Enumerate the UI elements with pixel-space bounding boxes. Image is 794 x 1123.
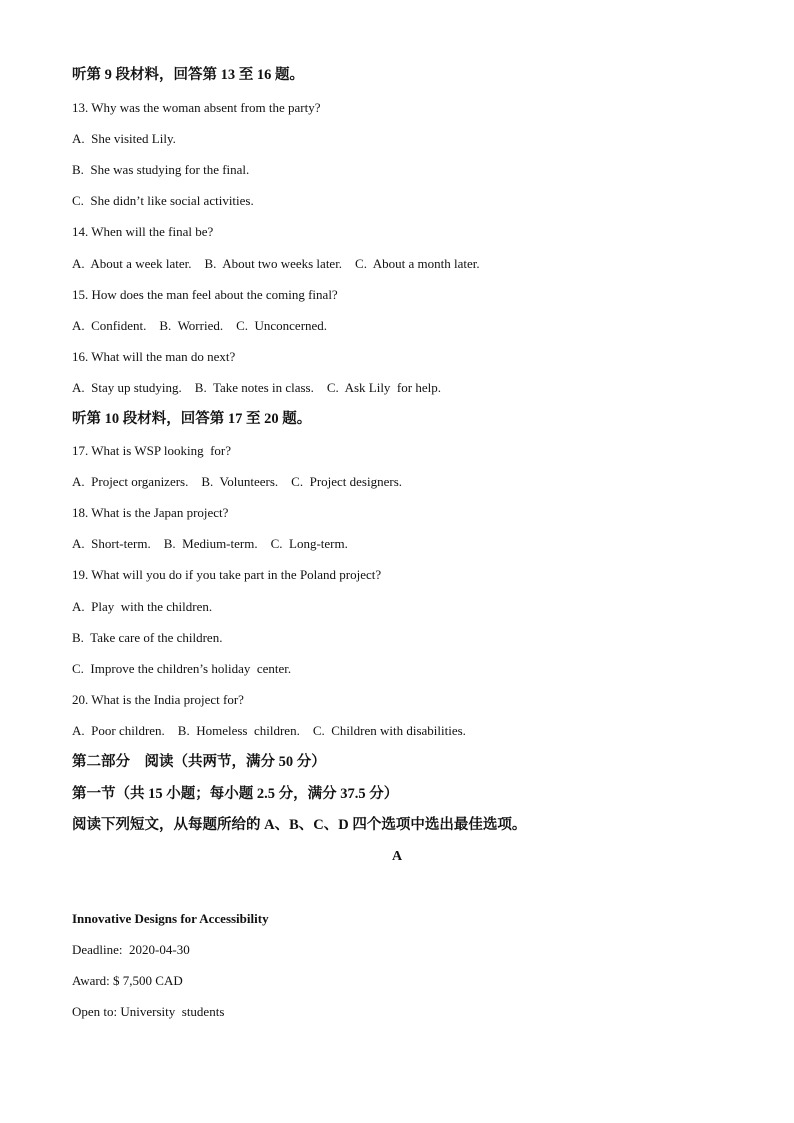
option-13b: B. She was studying for the final. bbox=[72, 162, 250, 177]
options-14: A. About a week later. B. About two weeks later. C. About a month later. bbox=[72, 256, 480, 271]
options-20: A. Poor children. B. Homeless children. C. Children with disabilities. bbox=[72, 723, 466, 738]
question-20: 20. What is the India project for? bbox=[72, 692, 244, 707]
options-18: A. Short-term. B. Medium-term. C. Long-term. bbox=[72, 536, 348, 551]
section-heading-10: 听第 10 段材料，回答第 17 至 20 题。 bbox=[72, 411, 312, 427]
question-18: 18. What is the Japan project? bbox=[72, 505, 229, 520]
passage-label: A bbox=[391, 849, 403, 864]
passage-title: Innovative Designs for Accessibility bbox=[72, 911, 269, 926]
option-19c: C. Improve the children’s holiday center. bbox=[72, 661, 292, 676]
option-19b: B. Take care of the children. bbox=[72, 630, 223, 645]
part-two-heading: 第二部分 阅读（共两节，满分 50 分） bbox=[72, 754, 326, 770]
options-15: A. Confident. B. Worried. C. Unconcerned. bbox=[72, 318, 328, 333]
deadline-line: Deadline: 2020-04-30 bbox=[72, 942, 190, 957]
award-line: Award: $ 7,500 CAD bbox=[72, 973, 183, 988]
option-13a: A. She visited Lily. bbox=[72, 131, 176, 146]
option-13c: C. She didn’t like social activities. bbox=[72, 193, 254, 208]
question-15: 15. How does the man feel about the coming final? bbox=[72, 287, 338, 302]
question-14: 14. When will the final be? bbox=[72, 224, 214, 239]
option-19a: A. Play with the children. bbox=[72, 599, 213, 614]
open-to-line: Open to: University students bbox=[72, 1004, 225, 1019]
question-17: 17. What is WSP looking for? bbox=[72, 443, 232, 458]
reading-instructions: 阅读下列短文，从每题所给的 A、B、C、D 四个选项中选出最佳选项。 bbox=[72, 817, 527, 833]
options-17: A. Project organizers. B. Volunteers. C. Project designers. bbox=[72, 474, 403, 489]
question-13: 13. Why was the woman absent from the party? bbox=[72, 100, 321, 115]
question-16: 16. What will the man do next? bbox=[72, 349, 236, 364]
question-19: 19. What will you do if you take part in the Poland project? bbox=[72, 567, 382, 582]
section-one-heading: 第一节（共 15 小题；每小题 2.5 分，满分 37.5 分） bbox=[72, 786, 399, 802]
options-16: A. Stay up studying. B. Take notes in class. C. Ask Lily for help. bbox=[72, 380, 441, 395]
section-heading-9: 听第 9 段材料，回答第 13 至 16 题。 bbox=[72, 67, 304, 83]
